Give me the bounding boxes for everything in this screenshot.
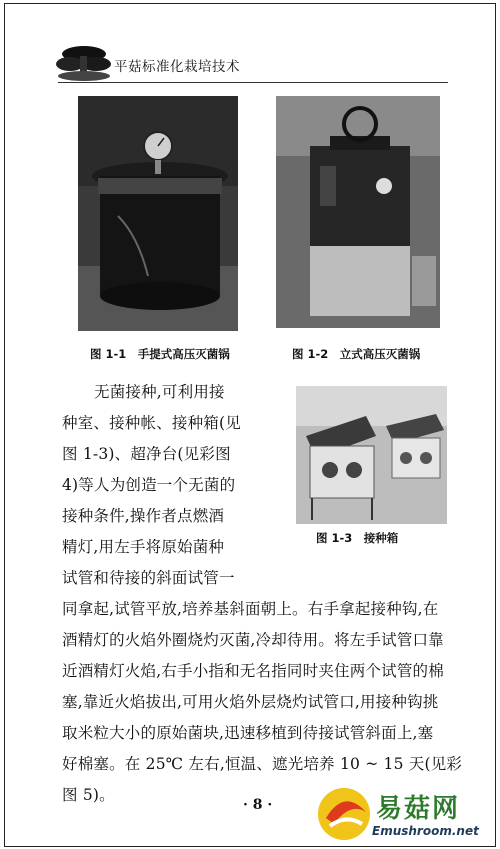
body-line: 塞,靠近火焰拔出,可用火焰外层烧灼试管口,用接种钩挑 <box>62 693 439 711</box>
body-line: 无菌接种,可利用接 <box>94 383 225 401</box>
body-line: 图 1-3)、超净台(见彩图 <box>62 445 231 463</box>
body-line: 酒精灯的火焰外圈烧灼灭菌,冷却待用。将左手试管口靠 <box>62 631 444 649</box>
body-line: 图 5)。 <box>62 786 115 804</box>
body-line: 接种条件,操作者点燃酒 <box>62 507 225 525</box>
header-rule <box>58 82 448 83</box>
photo-vertical-autoclave <box>276 96 440 328</box>
photo-inoculation-box <box>296 386 447 524</box>
body-line: 近酒精灯火焰,右手小指和无名指同时夹住两个试管的棉 <box>62 662 444 680</box>
body-line: 4)等人为创造一个无菌的 <box>62 476 236 494</box>
body-line: 精灯,用左手将原始菌种 <box>62 538 225 556</box>
body-line: 取米粒大小的原始菌块,迅速移植到待接试管斜面上,塞 <box>62 724 434 742</box>
body-line: 同拿起,试管平放,培养基斜面朝上。右手拿起接种钩,在 <box>62 600 439 618</box>
figure-caption-1-1: 图 1-1 手提式高压灭菌锅 <box>90 347 230 361</box>
running-head: 平菇标准化栽培技术 <box>114 59 240 75</box>
photo-handheld-autoclave <box>78 96 238 331</box>
mushroom-logo-icon <box>56 42 112 82</box>
body-line: 好棉塞。在 25℃ 左右,恒温、遮光培养 10 ~ 15 天(见彩 <box>62 755 463 773</box>
figure-caption-1-3: 图 1-3 接种箱 <box>316 531 399 545</box>
figure-caption-1-2: 图 1-2 立式高压灭菌锅 <box>292 347 421 361</box>
body-line: 种室、接种帐、接种箱(见 <box>62 414 241 432</box>
watermark-url: Emushroom.net <box>372 824 479 838</box>
body-line: 试管和待接的斜面试管一 <box>62 569 235 587</box>
page-number: · 8 · <box>243 797 273 813</box>
watermark-name: 易菇网 <box>376 794 461 824</box>
